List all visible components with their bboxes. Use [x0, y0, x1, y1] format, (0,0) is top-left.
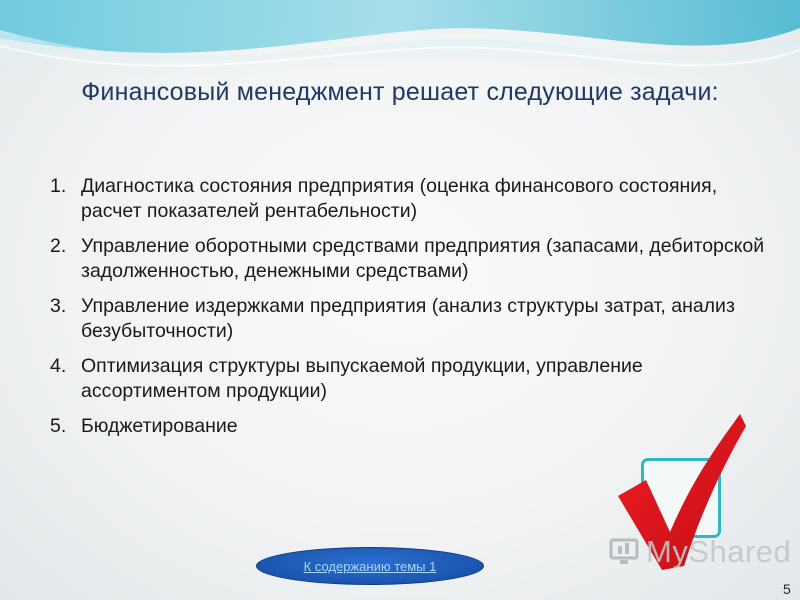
list-item: [50, 354, 770, 404]
list-item-number: 1.: [50, 175, 67, 197]
watermark-text: MyShared: [646, 534, 792, 569]
list-item-number: 2.: [50, 235, 67, 257]
list-item-text: Управление оборотными средствами предприятия (запасами, дебиторской задолженностью, денежными средствами): [81, 235, 765, 282]
list-item: [50, 174, 770, 224]
toc-button[interactable]: [256, 547, 484, 585]
page-number: 5: [783, 581, 791, 597]
watermark-logo-icon: [608, 536, 644, 566]
list-item-number: 5.: [50, 415, 67, 437]
list-item-number: 4.: [50, 355, 67, 377]
slide-title: Финансовый менеджмент решает следующие задачи:: [81, 78, 719, 106]
list-item-text: Диагностика состояния предприятия (оценка финансового состояния, расчет показателей рентабельности): [81, 175, 718, 222]
list-item: [50, 294, 770, 344]
list-item: [50, 234, 770, 284]
list-item-text: Управление издержками предприятия (анализ структуры затрат, анализ безубыточности): [81, 295, 735, 342]
list-item-number: 3.: [50, 295, 67, 317]
list-item-text: Бюджетирование: [81, 415, 238, 437]
toc-link[interactable]: К содержанию темы 1: [303, 558, 437, 574]
list-item-text: Оптимизация структуры выпускаемой продукции, управление ассортиментом продукции): [81, 355, 643, 402]
